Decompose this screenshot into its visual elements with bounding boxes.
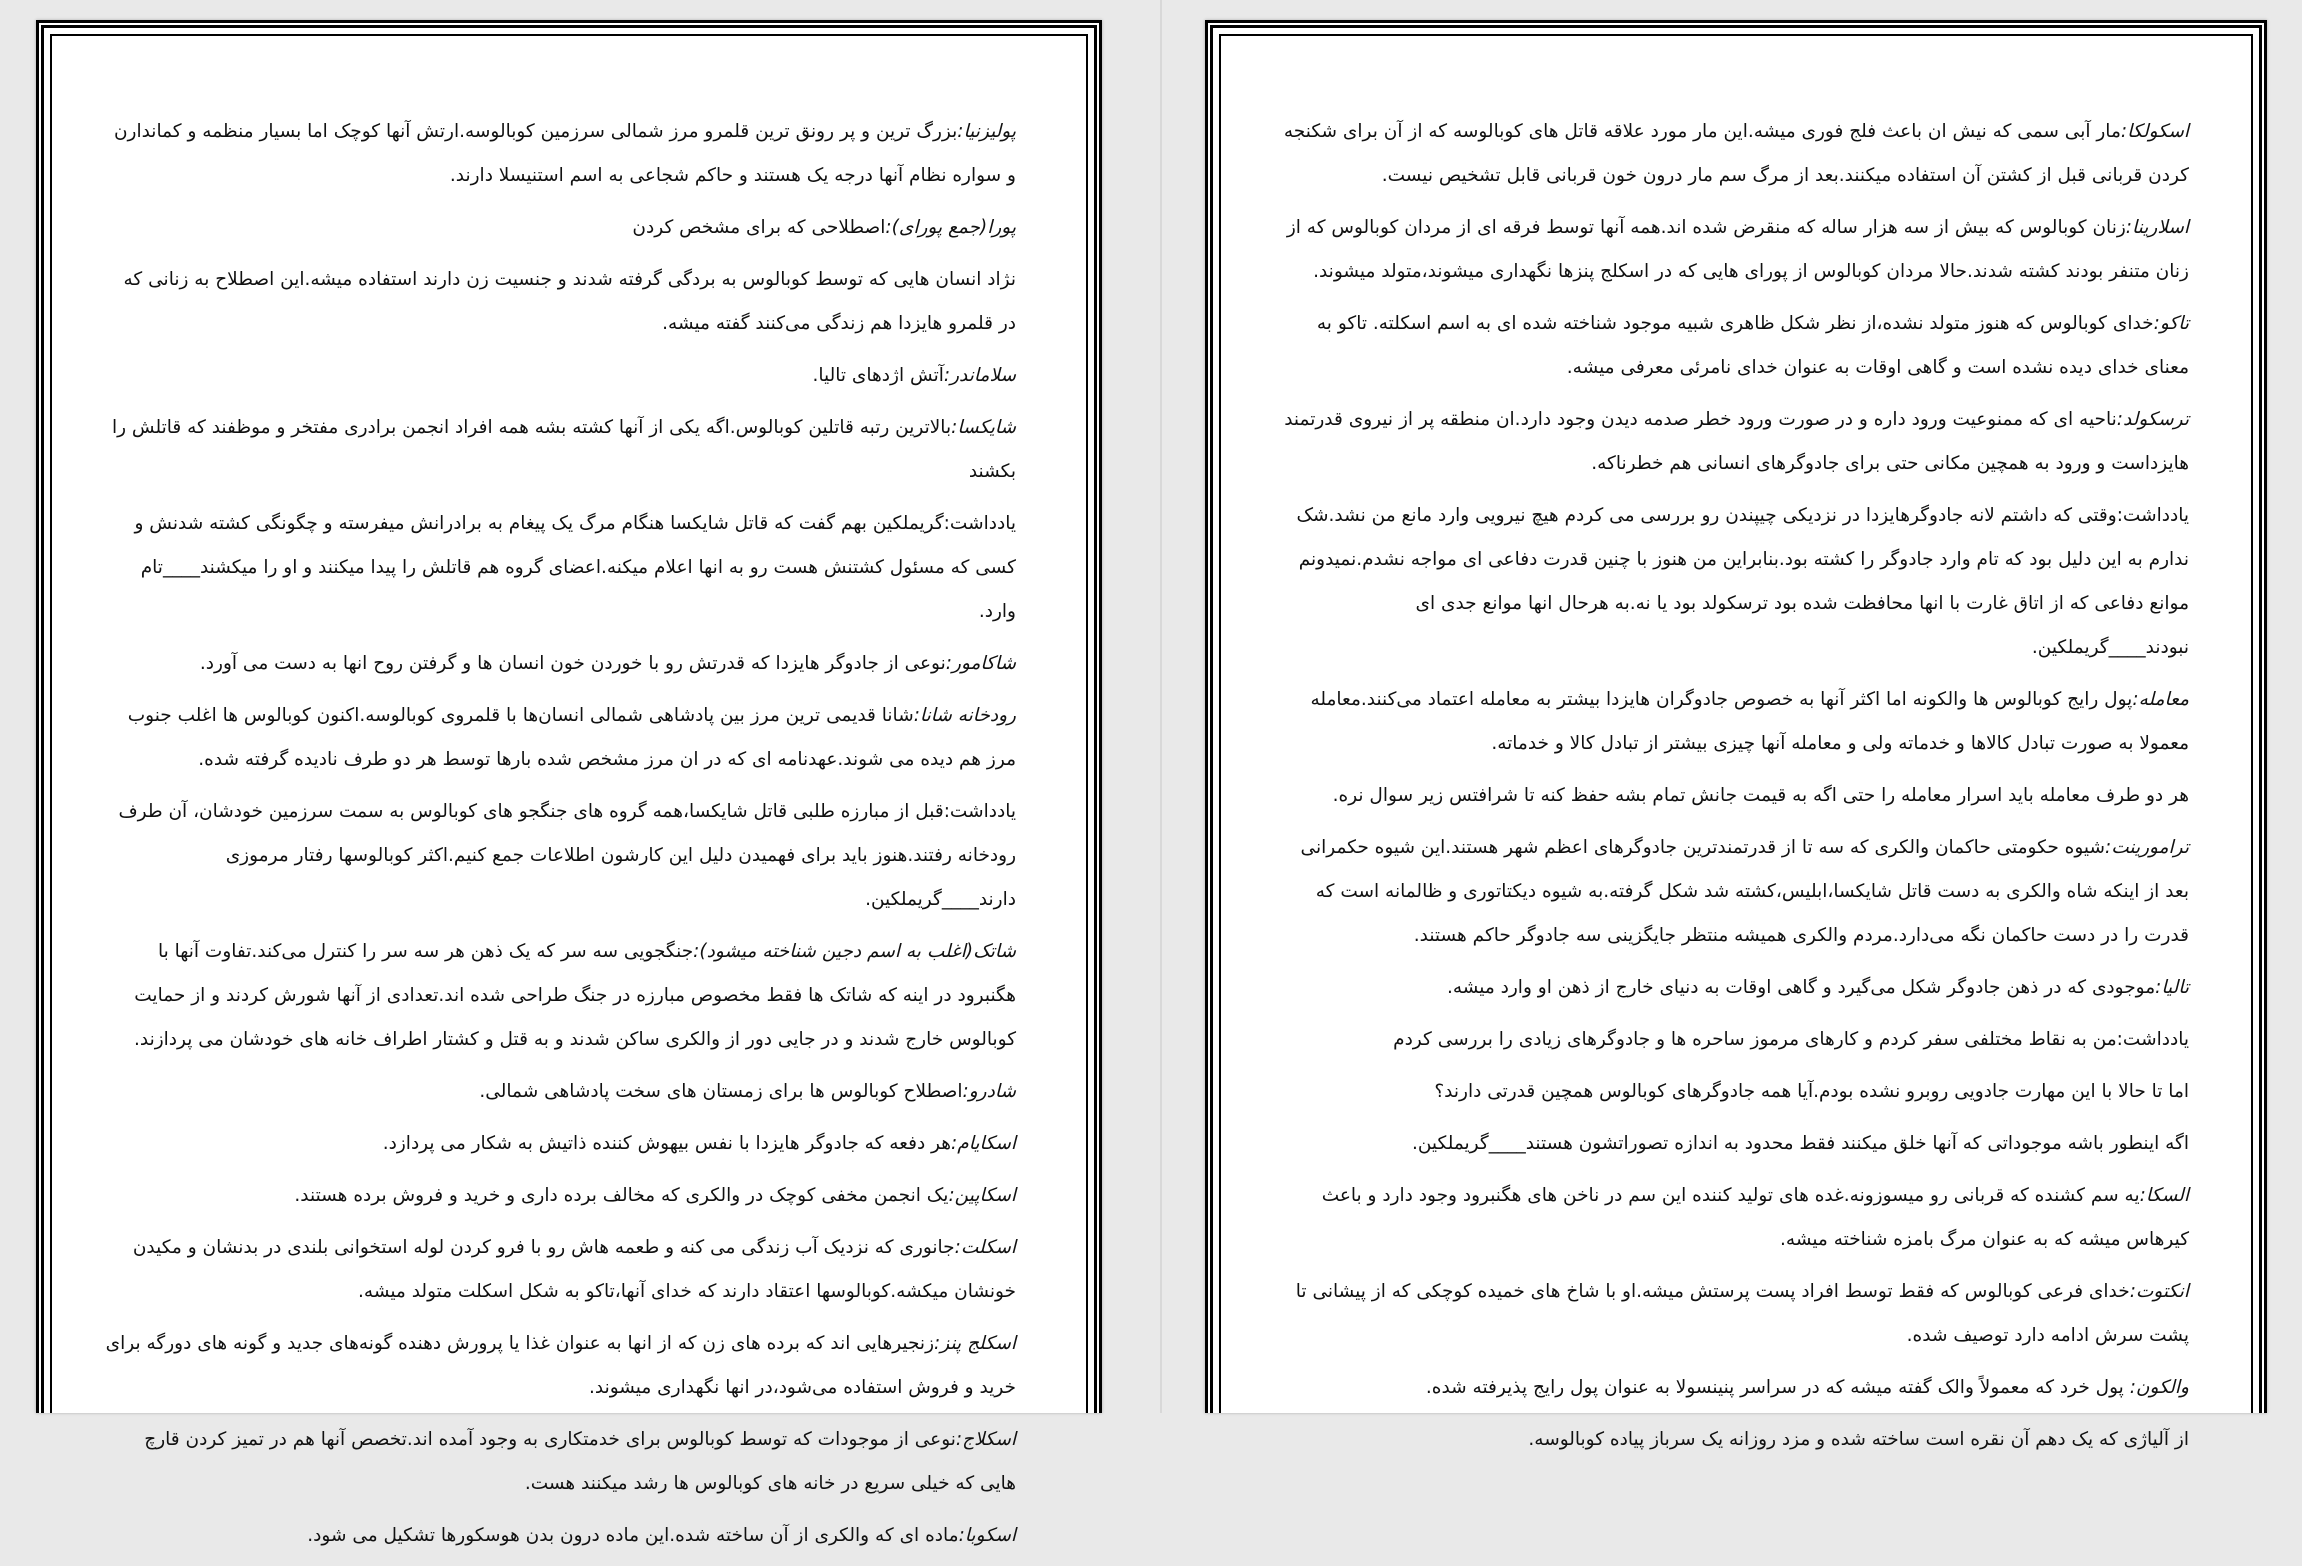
glossary-entry: [104, 1514, 1016, 1558]
glossary-definition: یادداشت:قبل از مبارزه طلبی قاتل شایکسا،همه گروه های جنگجو های کوبالوس به سمت سرزمین خودشان، آن طرف رودخانه رفتند.هنوز باید برای فهمیدن دلیل این کارشون اطلاعات جمع کنیم.اکثر کوبالوسها رفتار مرموزی دارند____گریملکین.: [118, 801, 1016, 910]
glossary-term: تاکو:: [2153, 313, 2189, 334]
glossary-definition: نوعی از جادوگر هایزدا که قدرتش رو با خوردن خون انسان ها و گرفتن روح انها به دست می آورد.: [199, 653, 946, 674]
glossary-entry: [104, 1418, 1016, 1506]
glossary-entry: [104, 1122, 1016, 1166]
document-page-left: [36, 20, 1102, 1546]
glossary-entry: [104, 1174, 1016, 1218]
glossary-entry: [1283, 678, 2189, 766]
glossary-definition: زنجیرهایی اند که برده های زن که از انها به عنوان غذا یا پرورش دهنده گونه‌های جدید و گونه های دورگه برای خرید و فروش استفاده می‌شود،در انها نگهداری میشوند.: [105, 1333, 1016, 1398]
glossary-entry: [1283, 1070, 2189, 1114]
glossary-term: معامله:: [2132, 689, 2189, 710]
glossary-definition: ناحیه ای که ممنوعیت ورود داره و در صورت ورود خطر صدمه دیدن وجود دارد.ان منطقه پر از نیروی قدرتمند هایزداست و ورود به همچین مکانی حتی برای جادوگرهای انسانی هم خطرناکه.: [1284, 409, 2189, 474]
glossary-entry: [104, 354, 1016, 398]
glossary-term: اسکایام:: [951, 1133, 1016, 1154]
glossary-entry: [1283, 1122, 2189, 1166]
glossary-term: شایکسا:: [951, 417, 1016, 438]
glossary-definition: یک انجمن مخفی کوچک در والکری که مخالف برده داری و خرید و فروش برده هستند.: [294, 1185, 949, 1206]
glossary-definition: شیوه حکومتی حاکمان والکری که سه تا از قدرتمندترین جادوگرهای اعظم شهر هستند.این شیوه حکمرانی بعد از اینکه شاه والکری به دست قاتل شایکسا،ابلیس،کشته شد شکل گرفته.به شیوه دیکتاتوری و ظالمانه است که قدرت را در دست حاکمان نگه می‌دارد.مردم والکری همیشه منتظر جایگزینی سه جادوگر حاکم هستند.: [1300, 837, 2189, 946]
glossary-entry: [104, 406, 1016, 494]
glossary-entry: [104, 930, 1016, 1062]
glossary-entry: [104, 642, 1016, 686]
glossary-entry: [104, 1226, 1016, 1314]
glossary-term: ترسکولد:: [2116, 409, 2189, 430]
page-text-left: [104, 110, 1016, 1566]
glossary-definition: خدای کوبالوس که هنوز متولد نشده،از نظر شکل ظاهری شبیه موجود شناخته شده ای به اسم اسکلته. تاکو به معنای خدای دیده نشده است و گاهی اوقات به عنوان خدای نامرئی معرفی میشه.: [1316, 313, 2189, 378]
glossary-definition: یادداشت:من به نقاط مختلفی سفر کردم و کارهای مرموز ساحره ها و جادوگرهای زیادی را بررسی کردم: [1393, 1029, 2189, 1050]
glossary-definition: موجودی که در ذهن جادوگر شکل می‌گیرد و گاهی اوقات به دنیای خارج از ذهن او وارد میشه.: [1446, 977, 2156, 998]
glossary-entry: [104, 502, 1016, 634]
glossary-entry: [1283, 826, 2189, 958]
glossary-definition: جانوری که نزدیک آب زندگی می کنه و طعمه هاش رو با فرو کردن لوله استخوانی بلندی در بدنشان و مکیدن خونشان میکشه.کوبالوسها اعتقاد دارند که خدای آنها،تاکو به شکل اسکلت متولد میشه.: [132, 1237, 1016, 1302]
glossary-definition: هر دو طرف معامله باید اسرار معامله را حتی اگه به قیمت جانش تمام بشه حفظ کنه تا شرافتس زیر سوال نره.: [1332, 785, 2189, 806]
page-gap-divider: [1160, 0, 1162, 1413]
glossary-entry: [104, 1322, 1016, 1410]
glossary-definition: اما تا حالا با این مهارت جادویی روبرو نشده بودم.آیا همه جادوگرهای کوبالوس همچین قدرتی دارند؟: [1434, 1081, 2189, 1102]
glossary-entry: [1283, 1018, 2189, 1062]
glossary-entry: [1283, 1174, 2189, 1262]
glossary-entry: [1283, 110, 2189, 198]
glossary-definition: آتش اژدهای تالیا.: [812, 365, 944, 386]
document-page-right: [1205, 20, 2267, 1450]
glossary-definition: نژاد انسان هایی که توسط کوبالوس به بردگی گرفته شدند و جنسیت زن دارند استفاده میشه.این اصطلاح به زنانی که در قلمرو هایزدا هم زندگی می‌کنند گفته میشه.: [123, 269, 1016, 334]
glossary-definition: از آلیاژی که یک دهم آن نقره است ساخته شده و مزد روزانه یک سرباز پیاده کوبالوسه.: [1528, 1429, 2189, 1450]
glossary-term: تالیا:: [2155, 977, 2189, 998]
glossary-definition: اصطلاحی که برای مشخص کردن: [632, 217, 886, 238]
glossary-term: شاکامور:: [945, 653, 1016, 674]
glossary-entry: [104, 258, 1016, 346]
glossary-term: اسکولکا:: [2120, 121, 2189, 142]
glossary-entry: [1283, 966, 2189, 1010]
glossary-definition: بزرگ ترین و پر رونق ترین قلمرو مرز شمالی سرزمین کوبالوسه.ارتش آنها کوچک اما بسیار منظمه و کماندارن و سواره نظام آنها درجه یک هستند و حاکم شجاعی به اسم استنیسلا دارند.: [113, 121, 1016, 186]
glossary-entry: [1283, 302, 2189, 390]
glossary-definition: پول رایج کوبالوس ها والکونه اما اکثر آنها به خصوص جادوگران هایزدا بیشتر به معامله اعتماد می‌کنند.معامله معمولا به صورت تبادل کالاها و خدماته ولی و معامله آنها چیزی بیشتر از تبادل کالا و خدماته.: [1310, 689, 2189, 754]
glossary-entry: [1283, 1418, 2189, 1462]
glossary-term: اسکلت:: [954, 1237, 1016, 1258]
glossary-definition: یادداشت:گریملکین بهم گفت که قاتل شایکسا هنگام مرگ یک پیغام به برادرانش میفرسته و چگونگی کشته شدنش و کسی که مسئول کشتنش هست رو به انها اعلام میکنه.اعضای گروه هم قاتلش را پیدا میکنند و او را میکشند____تام وارد.: [134, 513, 1016, 622]
glossary-term: اسکلج پنز:: [934, 1333, 1016, 1354]
glossary-term: شاتک(اغلب به اسم دجین شناخته میشود):: [693, 941, 1016, 962]
glossary-definition: نوعی از موجودات که توسط کوبالوس برای خدمتکاری به وجود آمده اند.تخصص آنها هم در تمیز کردن قارچ هایی که خیلی سریع در خانه های کوبالوس ها رشد میکنند هست.: [144, 1429, 1016, 1494]
glossary-term: سلاماندر:: [943, 365, 1016, 386]
page-text-right: [1283, 110, 2189, 1470]
glossary-entry: [1283, 398, 2189, 486]
glossary-entry: [104, 694, 1016, 782]
glossary-term: پولیزنیا:: [957, 121, 1016, 142]
glossary-term: اسکاپین:: [948, 1185, 1016, 1206]
glossary-term: اسلارینا:: [2125, 217, 2189, 238]
glossary-term: شادرو:: [962, 1081, 1016, 1102]
glossary-term: ترامورینت:: [2104, 837, 2189, 858]
glossary-entry: [1283, 1270, 2189, 1358]
glossary-definition: اگه اینطور باشه موجوداتی که آنها خلق میکنند فقط محدود به اندازه تصوراتشون هستند____گریملکین.: [1411, 1133, 2189, 1154]
glossary-term: السکا:: [2139, 1185, 2189, 1206]
glossary-definition: زنان کوبالوس که بیش از سه هزار ساله که منقرض شده اند.همه آنها توسط فرقه ای از مردان کوبالوس که از زنان متنفر بودند کشته شدند.حالا مردان کوبالوس از پورای هایی که در اسکلج پنزها نگهداری میشوند،متولد میشوند.: [1286, 217, 2189, 282]
glossary-term: والکون:: [2129, 1377, 2189, 1398]
glossary-definition: شانا قدیمی ترین مرز بین پادشاهی شمالی انسان‌ها با قلمروی کوبالوسه.اکنون کوبالوس ها اغلب جنوب مرز هم دیده می شوند.عهدنامه ای که در ان مرز مشخص شده بارها توسط هر دو طرف نادیده گرفته شده.: [127, 705, 1016, 770]
glossary-entry: [104, 790, 1016, 922]
glossary-definition: بالاترین رتبه قاتلین کوبالوس.اگه یکی از آنها کشته بشه همه افراد انجمن برادری مفتخر و موظفند که قاتلش را بکشند: [111, 417, 1016, 482]
glossary-definition: خدای فرعی کوبالوس که فقط توسط افراد پست پرستش میشه.او با شاخ های خمیده کوچکی که از پیشانی تا پشت سرش ادامه دارد توصیف شده.: [1295, 1281, 2189, 1346]
glossary-definition: جنگجویی سه سر که یک ذهن هر سه سر را کنترل می‌کند.تفاوت آنها با هگنبرود در اینه که شاتک ها فقط مخصوص مبارزه در جنگ طراحی شده اند.تعدادی از آنها شورش کردند و از حمایت کوبالوس خارج شدند و در جایی دور از والکری ساکن شدند و به قتل و کشتار اطراف خانه های خودشان می پردازند.: [133, 941, 1016, 1050]
glossary-definition: یادداشت:وقتی که داشتم لانه جادوگرهایزدا در نزدیکی چیپندن رو بررسی می کردم هیچ نیرویی وارد مانع من نشد.شک ندارم به این دلیل بود که تام وارد جادوگر را کشته بود.بنابراین من هنوز با چنین قدرت دفاعی ای مواجه نشدم.نمیدونم موانع دفاعی که از اتاق غارت با انها محافظت شده بود ترسکولد بود یا نه.به هرحال انها موانع جدی ای نبودند____گریملکین.: [1296, 505, 2189, 658]
glossary-definition: ماده ای که والکری از آن ساخته شده.این ماده درون بدن هوسکورها تشکیل می شود.: [307, 1525, 959, 1546]
glossary-term: اسکلاج:: [955, 1429, 1016, 1450]
glossary-term: انکتوت:: [2129, 1281, 2189, 1302]
glossary-definition: هر دفعه که جادوگر هایزدا با نفس بیهوش کننده ذاتیش به شکار می پردازد.: [382, 1133, 952, 1154]
glossary-definition: پول خرد که معمولاً والک گفته میشه که در سراسر پنینسولا به عنوان پول رایج پذیرفته شده.: [1425, 1377, 2130, 1398]
glossary-definition: اصطلاح کوبالوس ها برای زمستان های سخت پادشاهی شمالی.: [479, 1081, 963, 1102]
glossary-entry: [1283, 206, 2189, 294]
glossary-definition: یه سم کشنده که قربانی رو میسوزونه.غده های تولید کننده این سم در ناخن های هگنبرود وجود دارد و باعث کیرهاس میشه که به عنوان مرگ بامزه شناخته میشه.: [1321, 1185, 2189, 1250]
glossary-term: رودخانه شانا:: [913, 705, 1016, 726]
glossary-entry: [1283, 1366, 2189, 1410]
glossary-definition: مار آبی سمی که نیش ان باعث فلج فوری میشه.این مار مورد علاقه قاتل های کوبالوسه که از آن برای شکنجه کردن قربانی قبل از کشتن آن استفاده میکنند.بعد از مرگ سم مار درون خون قربانی قابل تشخیص نیست.: [1283, 121, 2189, 186]
glossary-entry: [1283, 774, 2189, 818]
glossary-entry: [104, 1070, 1016, 1114]
glossary-term: پورا(جمع پورای):: [885, 217, 1016, 238]
glossary-term: اسکوبا:: [958, 1525, 1016, 1546]
glossary-entry: [104, 110, 1016, 198]
glossary-entry: [104, 206, 1016, 250]
glossary-entry: [1283, 494, 2189, 670]
